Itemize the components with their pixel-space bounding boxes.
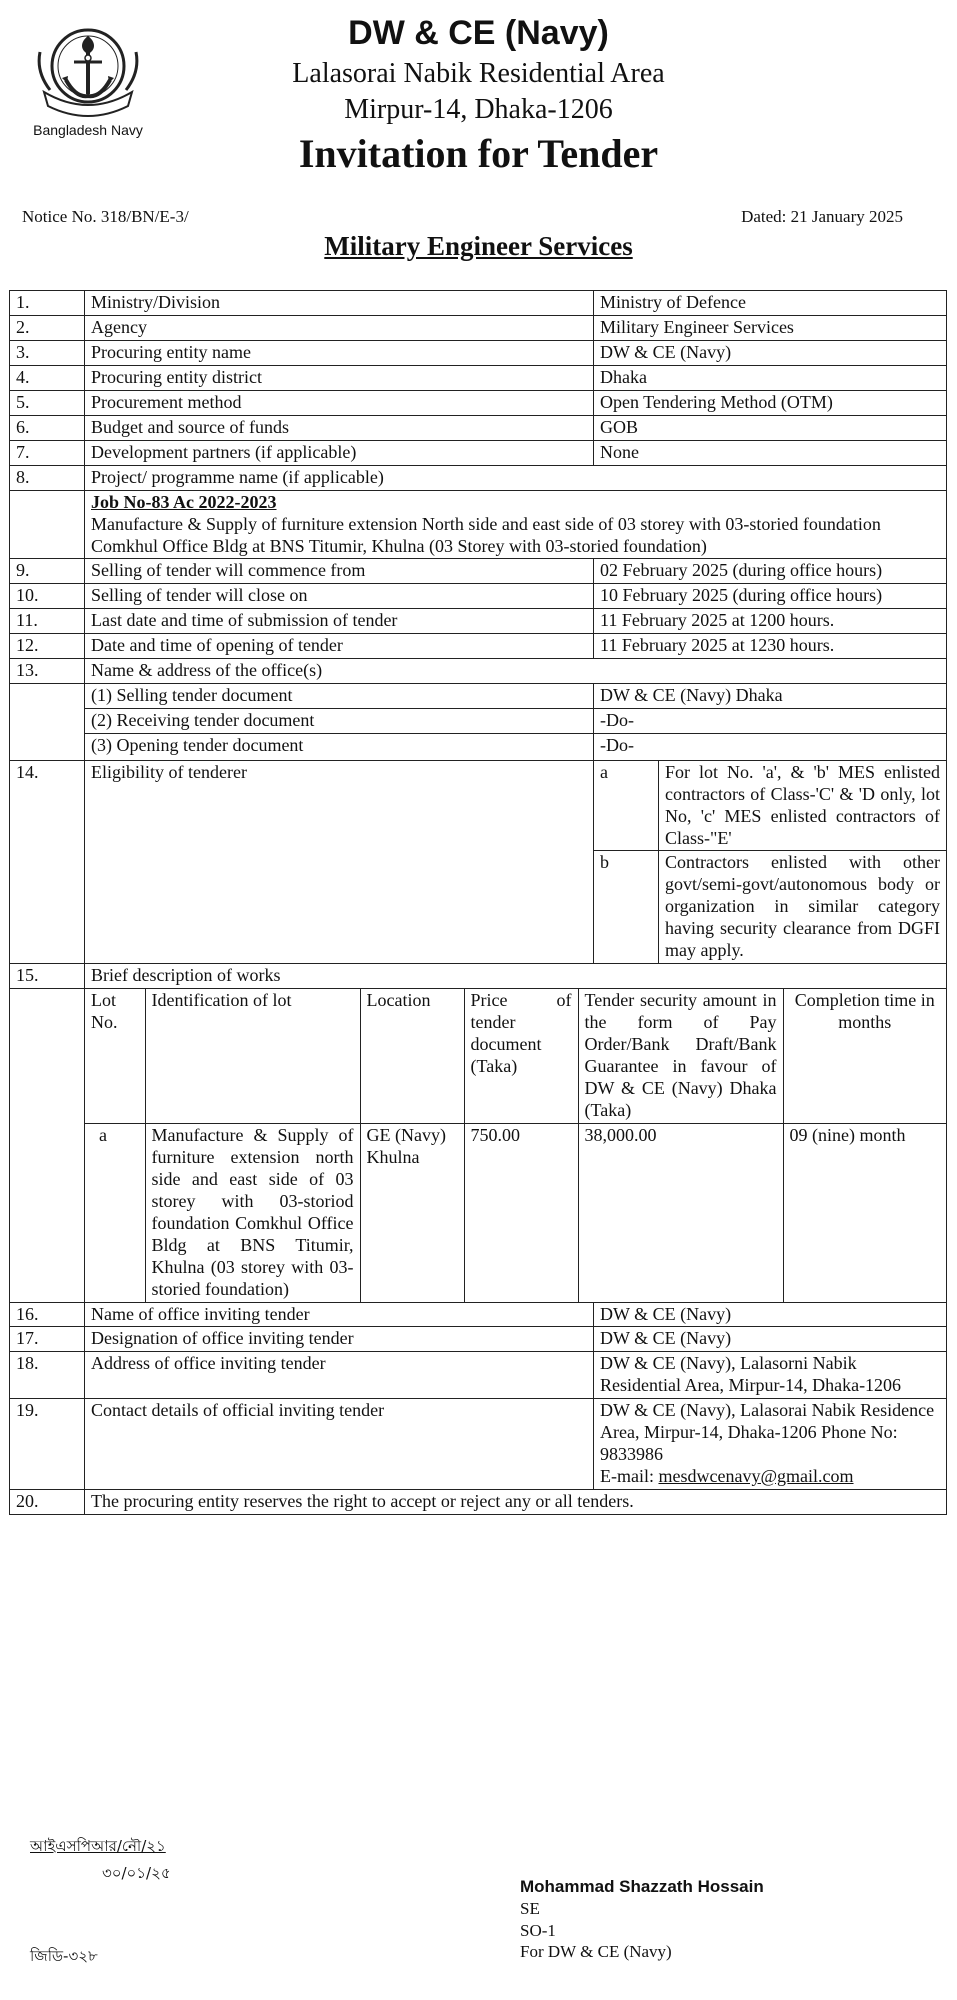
row-number: 6. <box>10 415 85 440</box>
row-value: Military Engineer Services <box>594 315 947 340</box>
location-value: GE (Navy) Khulna <box>360 1123 464 1301</box>
completion-header: Completion time in months <box>783 989 946 1123</box>
eligibility-row <box>594 851 946 963</box>
email-link[interactable]: mesdwcenavy@gmail.com <box>658 1466 854 1487</box>
bangla-reference: আইএসপিআর/নৌ/২১ <box>30 1837 166 1855</box>
identification-header: Identification of lot <box>145 989 360 1123</box>
row-value: Dhaka <box>594 365 947 390</box>
table-row <box>10 1302 947 1327</box>
row-number: 15. <box>10 964 85 989</box>
row-value: None <box>594 440 947 465</box>
row-label: Procuring entity name <box>85 340 594 365</box>
table-row <box>10 559 947 584</box>
eligibility-table <box>594 761 946 964</box>
row-label: Designation of office inviting tender <box>85 1327 594 1352</box>
row-label: Brief description of works <box>85 964 947 989</box>
signatory-line: SE <box>520 1898 540 1918</box>
org-name: DW & CE (Navy) <box>348 14 609 52</box>
row-label: Agency <box>85 315 594 340</box>
works-table <box>85 989 946 1301</box>
sub-label: (3) Opening tender document <box>85 734 594 761</box>
completion-value: 09 (nine) month <box>783 1123 946 1301</box>
sub-label: (1) Selling tender document <box>85 684 594 709</box>
table-row <box>10 584 947 609</box>
row-label: Ministry/Division <box>85 291 594 316</box>
project-detail <box>85 490 947 559</box>
department-title: Military Engineer Services <box>324 231 633 261</box>
works-cell <box>85 989 947 1302</box>
contact-cell <box>594 1399 947 1490</box>
address-line-2: Mirpur-14, Dhaka-1206 <box>344 94 613 125</box>
contact-address: DW & CE (Navy), Lalasorai Nabik Residence Area, Mirpur-14, Dhaka-1206 Phone No: 9833986 <box>600 1400 935 1465</box>
table-row <box>10 490 947 559</box>
address-line-1: Lalasorai Nabik Residential Area <box>292 58 665 89</box>
signatory-line: For DW & CE (Navy) <box>520 1942 672 1962</box>
lot-header: Lot No. <box>91 990 118 1033</box>
table-row <box>10 684 947 709</box>
row-number: 3. <box>10 340 85 365</box>
contact-email-line <box>600 1466 940 1488</box>
eligibility-text: For lot No. 'a', & 'b' MES enlisted contractors of Class-'C' & 'D only, lot No, 'c' MES enlisted contractors of Class-"E' <box>665 761 940 848</box>
row-label: Last date and time of submission of tender <box>85 609 594 634</box>
row-label: Budget and source of funds <box>85 415 594 440</box>
row-label: Development partners (if applicable) <box>85 440 594 465</box>
table-row <box>10 609 947 634</box>
notice-date: Dated: 21 January 2025 <box>741 207 903 226</box>
price-value: 750.00 <box>464 1123 578 1301</box>
table-row <box>10 1399 947 1490</box>
row-number: 17. <box>10 1327 85 1352</box>
eligibility-text: Contractors enlisted with other govt/semi-govt/autonomous body or organization in similar category having security clearance from DGFI may apply. <box>659 851 947 963</box>
table-row <box>10 1490 947 1515</box>
row-label: Name & address of the office(s) <box>85 659 947 684</box>
row-number: 5. <box>10 390 85 415</box>
row-number: 8. <box>10 465 85 490</box>
row-number: 11. <box>10 609 85 634</box>
table-row <box>10 465 947 490</box>
row-label: Project/ programme name (if applicable) <box>85 465 947 490</box>
table-row <box>10 964 947 989</box>
table-row <box>10 734 947 761</box>
table-row <box>10 340 947 365</box>
row-number: 14. <box>10 760 85 964</box>
row-label: Address of office inviting tender <box>85 1352 594 1399</box>
row-value: GOB <box>594 415 947 440</box>
security-header: Tender security amount in the form of Pay Order/Bank Draft/Bank Guarantee in favour of DW & CE (Navy) Dhaka (Taka) <box>578 989 783 1123</box>
sub-value: DW & CE (Navy) Dhaka <box>594 684 947 709</box>
table-row <box>10 315 947 340</box>
table-row <box>10 390 947 415</box>
sub-value: -Do- <box>594 734 947 761</box>
signature-block <box>520 1876 764 1963</box>
job-number: Job No-83 Ac 2022-2023 <box>91 491 277 512</box>
signatory-line: SO-1 <box>520 1920 556 1940</box>
row-number: 10. <box>10 584 85 609</box>
table-row <box>10 989 947 1302</box>
row-value: DW & CE (Navy) <box>594 1302 947 1327</box>
location-header: Location <box>360 989 464 1123</box>
row-number: 16. <box>10 1302 85 1327</box>
row-label: Contact details of official inviting tender <box>85 1399 594 1490</box>
row-number: 1. <box>10 291 85 316</box>
works-header-row <box>85 989 946 1123</box>
tender-table <box>9 290 947 1515</box>
row-value: DW & CE (Navy) <box>594 1327 947 1352</box>
row-label: Selling of tender will commence from <box>85 559 594 584</box>
row-number: 20. <box>10 1490 85 1515</box>
row-number: 7. <box>10 440 85 465</box>
row-number: 13. <box>10 659 85 684</box>
page-title: Invitation for Tender <box>298 131 659 176</box>
notice-number: Notice No. 318/BN/E-3/ <box>22 207 189 226</box>
eligibility-letter: a <box>594 761 659 851</box>
project-description: Manufacture & Supply of furniture extension North side and east side of 03 storey with 03-storied foundation Comkhul Office Bldg at BNS Titumir, Khulna (03 Storey with 03-storied foundation) <box>91 513 881 556</box>
table-row <box>10 1352 947 1399</box>
works-row <box>85 1123 946 1301</box>
row-value: Ministry of Defence <box>594 291 947 316</box>
bangla-date: ৩০/০১/২৫ <box>102 1864 171 1882</box>
row-number: 12. <box>10 634 85 659</box>
row-value: DW & CE (Navy), Lalasorni Nabik Residential Area, Mirpur-14, Dhaka-1206 <box>594 1352 947 1399</box>
table-row <box>10 709 947 734</box>
row-value: 10 February 2025 (during office hours) <box>594 584 947 609</box>
row-value: 11 February 2025 at 1230 hours. <box>594 634 947 659</box>
row-number: 4. <box>10 365 85 390</box>
row-value: 11 February 2025 at 1200 hours. <box>594 609 947 634</box>
sub-value: -Do- <box>594 709 947 734</box>
row-label: Selling of tender will close on <box>85 584 594 609</box>
eligibility-letter: b <box>594 851 659 963</box>
table-row <box>10 291 947 316</box>
row-number: 19. <box>10 1399 85 1490</box>
row-label: Date and time of opening of tender <box>85 634 594 659</box>
identification-value: Manufacture & Supply of furniture extension north side and east side of 03 storey with 03-storiod foundation Comkhul Office Bldg at BNS Titumir, Khulna (03 storey with 03-storied foundation) <box>145 1123 360 1301</box>
row-value: 02 February 2025 (during office hours) <box>594 559 947 584</box>
row-label: Procuring entity district <box>85 365 594 390</box>
bangla-code: জিডি-৩২৮ <box>30 1947 98 1965</box>
row-label: The procuring entity reserves the right to accept or reject any or all tenders. <box>85 1490 947 1515</box>
lot-value: a <box>85 1123 145 1301</box>
row-label: Procurement method <box>85 390 594 415</box>
price-header: Price of tender document (Taka) <box>464 989 578 1123</box>
row-label: Eligibility of tenderer <box>85 760 594 964</box>
email-prefix: E-mail: <box>600 1466 659 1487</box>
row-label: Name of office inviting tender <box>85 1302 594 1327</box>
row-number: 18. <box>10 1352 85 1399</box>
table-row <box>10 760 947 964</box>
eligibility-row <box>594 761 946 851</box>
row-number: 9. <box>10 559 85 584</box>
row-value: Open Tendering Method (OTM) <box>594 390 947 415</box>
signatory-name: Mohammad Shazzath Hossain <box>520 1877 764 1896</box>
table-row <box>10 659 947 684</box>
eligibility-cell <box>594 760 947 964</box>
security-value: 38,000.00 <box>578 1123 783 1301</box>
row-number: 2. <box>10 315 85 340</box>
sub-label: (2) Receiving tender document <box>85 709 594 734</box>
table-row <box>10 634 947 659</box>
table-row <box>10 365 947 390</box>
row-value: DW & CE (Navy) <box>594 340 947 365</box>
logo-caption: Bangladesh Navy <box>33 122 143 138</box>
table-row <box>10 440 947 465</box>
table-row <box>10 415 947 440</box>
table-row <box>10 1327 947 1352</box>
